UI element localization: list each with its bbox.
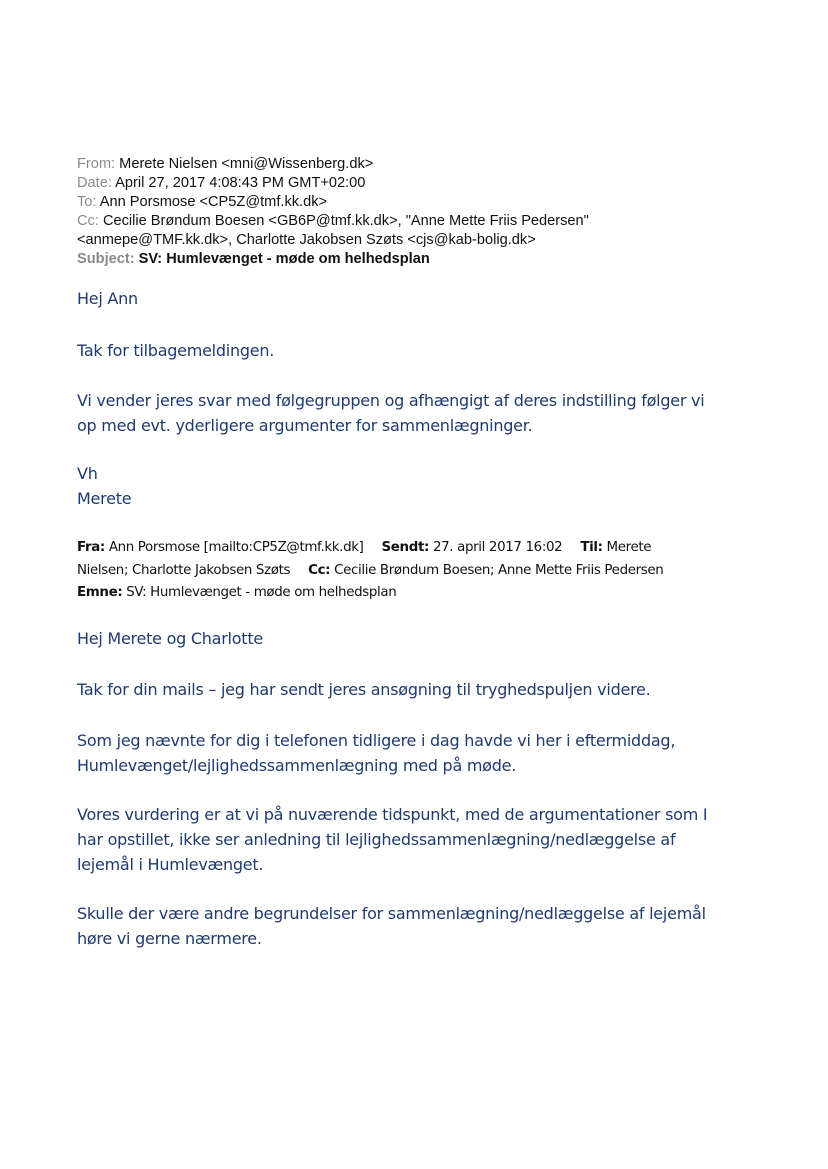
original-paragraph-4-line-2: høre vi gerne nærmere. — [77, 929, 262, 948]
subject-value: SV: Humlevænget - møde om helhedsplan — [138, 251, 430, 267]
to-label: To: — [77, 194, 97, 210]
til-value-start: Merete — [606, 540, 652, 555]
til-value-end: Nielsen; Charlotte Jakobsen Szøts — [77, 562, 291, 578]
fwd-cc-label: Cc: — [308, 562, 331, 578]
signature-closing: Vh — [77, 464, 98, 483]
cc-label: Cc: — [77, 213, 99, 229]
fra-value: Ann Porsmose [mailto:CP5Z@tmf.kk.dk] — [108, 540, 364, 555]
forwarded-header-line-1 — [77, 537, 757, 560]
reply-signature — [77, 461, 777, 511]
emne-value: SV: Humlevænget - møde om helhedsplan — [126, 585, 397, 600]
original-paragraph-2-line-1: Som jeg nævnte for dig i telefonen tidligere i dag havde vi her i eftermiddag, — [77, 731, 676, 750]
original-paragraph-3-line-1: Vores vurdering er at vi på nuværende tidspunkt, med de argumentationer som I — [77, 805, 708, 824]
cc-value-line1: Cecilie Brøndum Boesen <GB6P@tmf.kk.dk>, "Anne Mette Friis Pedersen" — [102, 213, 589, 229]
original-paragraph-4-line-1: Skulle der være andre begrundelser for sammenlægning/nedlæggelse af lejemål — [77, 904, 706, 923]
from-label: From: — [77, 156, 116, 172]
cc-row — [77, 212, 589, 231]
fra-label: Fra: — [77, 540, 105, 555]
cc-value-line2: <anmepe@TMF.kk.dk>, Charlotte Jakobsen Szøts <cjs@kab-bolig.dk> — [77, 232, 536, 248]
to-row — [77, 193, 589, 212]
reply-paragraph-1: Tak for tilbagemeldingen. — [77, 341, 275, 360]
original-paragraph-3-line-2: har opstillet, ikke ser anledning til lejlighedssammenlægning/nedlæggelse af — [77, 830, 676, 849]
emne-label: Emne: — [77, 585, 123, 600]
to-value: Ann Porsmose <CP5Z@tmf.kk.dk> — [99, 194, 328, 210]
sendt-label: Sendt: — [381, 540, 430, 555]
from-row — [77, 155, 589, 174]
reply-paragraph-2-line-1: Vi vender jeres svar med følgegruppen og afhængigt af deres indstilling følger vi — [77, 391, 705, 410]
til-label: Til: — [580, 540, 603, 555]
fwd-cc-value: Cecilie Brøndum Boesen; Anne Mette Friis Pedersen — [334, 562, 664, 578]
subject-label: Subject: — [77, 251, 135, 267]
reply-greeting: Hej Ann — [77, 289, 138, 308]
date-value: April 27, 2017 4:08:43 PM GMT+02:00 — [115, 175, 366, 191]
date-label: Date: — [77, 175, 112, 191]
subject-row — [77, 250, 589, 269]
reply-paragraph-2-line-2: op med evt. yderligere argumenter for sammenlægninger. — [77, 416, 533, 435]
from-value: Merete Nielsen <mni@Wissenberg.dk> — [119, 156, 374, 172]
forwarded-header-line-3 — [77, 582, 757, 605]
signature-name: Merete — [77, 489, 132, 508]
forwarded-header — [77, 537, 757, 605]
original-paragraph-3-line-3: lejemål i Humlevænget. — [77, 855, 264, 874]
email-header — [77, 155, 589, 269]
original-paragraph-2-line-2: Humlevænget/lejlighedssammenlægning med på møde. — [77, 756, 517, 775]
sendt-value: 27. april 2017 16:02 — [432, 540, 563, 555]
original-greeting: Hej Merete og Charlotte — [77, 629, 263, 648]
original-paragraph-1: Tak for din mails – jeg har sendt jeres ansøgning til tryghedspuljen videre. — [77, 680, 651, 699]
original-paragraph-2 — [77, 728, 777, 778]
forwarded-header-line-2 — [77, 560, 757, 583]
date-row — [77, 174, 589, 193]
cc-row-continued — [77, 231, 589, 250]
original-paragraph-3 — [77, 802, 777, 877]
reply-paragraph-2 — [77, 388, 777, 438]
original-paragraph-4 — [77, 901, 777, 951]
